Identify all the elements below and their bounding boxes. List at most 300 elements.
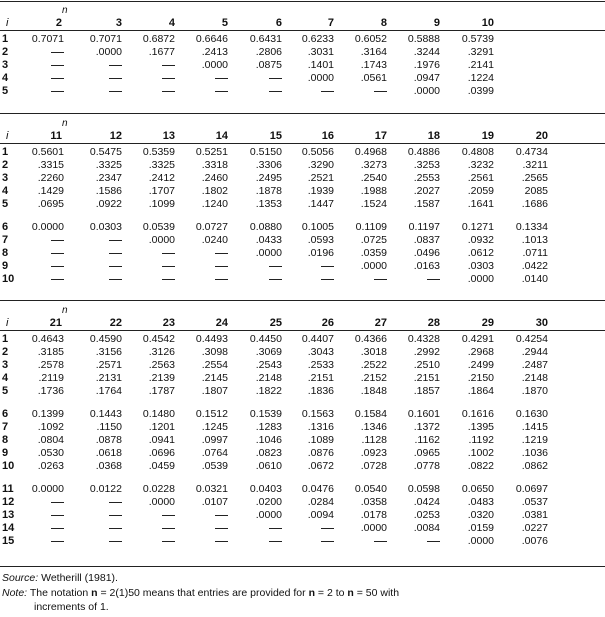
table-cell: .1864 xyxy=(467,385,494,397)
empty-cell-dash xyxy=(131,85,175,97)
table-cell: .2565 xyxy=(521,172,548,184)
table-cell: .1150 xyxy=(96,421,122,433)
table-cell: .2495 xyxy=(255,172,282,184)
dash-mark xyxy=(215,253,228,254)
dash-mark xyxy=(215,91,228,92)
table-cell: .3185 xyxy=(37,346,64,358)
dash-mark xyxy=(51,240,64,241)
dash-mark xyxy=(427,279,440,280)
table-cell: .0878 xyxy=(95,434,122,446)
table-cell: .1240 xyxy=(201,198,228,210)
dash-mark xyxy=(374,541,387,542)
note-bold-n: n xyxy=(308,587,315,599)
row-label-i-3: 3 xyxy=(2,59,9,71)
row-label-i-7: 7 xyxy=(2,421,9,433)
table-cell: 0.0539 xyxy=(142,221,175,233)
table-cell: .1245 xyxy=(201,421,228,433)
empty-cell-dash xyxy=(78,260,122,272)
table-cell: .1447 xyxy=(307,198,334,210)
column-header-n-3: 3 xyxy=(115,17,122,29)
table-cell: .1224 xyxy=(467,72,494,84)
row-label-i-5: 5 xyxy=(2,85,9,97)
table-cell: .3273 xyxy=(360,159,387,171)
dash-mark xyxy=(162,65,175,66)
table-cell: 0.5739 xyxy=(461,33,494,45)
table-cell: .0196 xyxy=(307,247,334,259)
table-cell: .0672 xyxy=(307,460,334,472)
table-cell: .0612 xyxy=(467,247,494,259)
block-separator-rule xyxy=(0,300,605,301)
table-cell: .1743 xyxy=(360,59,387,71)
dash-mark xyxy=(51,528,64,529)
empty-cell-dash xyxy=(78,496,122,508)
column-header-n-17: 17 xyxy=(374,130,387,142)
table-cell: 0.0598 xyxy=(407,483,440,495)
dash-mark xyxy=(162,253,175,254)
empty-cell-dash xyxy=(184,522,228,534)
row-label-i-10: 10 xyxy=(2,273,15,285)
table-cell: .0804 xyxy=(37,434,64,446)
table-cell: .1353 xyxy=(255,198,282,210)
dash-mark xyxy=(51,253,64,254)
empty-cell-dash xyxy=(20,260,64,272)
table-cell: .2522 xyxy=(360,359,387,371)
table-cell: .0561 xyxy=(360,72,387,84)
row-label-i-9: 9 xyxy=(2,260,9,272)
table-cell: 0.5359 xyxy=(142,146,175,158)
table-cell: .2992 xyxy=(413,346,440,358)
table-cell: .0240 xyxy=(201,234,228,246)
table-cell: 0.5251 xyxy=(195,146,228,158)
column-header-n-15: 15 xyxy=(269,130,282,142)
dash-mark xyxy=(215,279,228,280)
table-cell: 0.4734 xyxy=(515,146,548,158)
table-cell: 0.4407 xyxy=(301,333,334,345)
table-cell: .3315 xyxy=(37,159,64,171)
dash-mark xyxy=(109,279,122,280)
table-cell: .2145 xyxy=(201,372,228,384)
row-label-i-5: 5 xyxy=(2,198,9,210)
table-cell: .0725 xyxy=(360,234,387,246)
table-cell: .0422 xyxy=(521,260,548,272)
table-cell: .1988 xyxy=(360,185,387,197)
dash-mark xyxy=(374,91,387,92)
empty-cell-dash xyxy=(396,273,440,285)
table-cell: .3306 xyxy=(255,159,282,171)
table-cell: .2578 xyxy=(37,359,64,371)
empty-cell-dash xyxy=(131,260,175,272)
table-cell: 0.0880 xyxy=(249,221,282,233)
row-label-i-8: 8 xyxy=(2,247,9,259)
dash-mark xyxy=(51,515,64,516)
table-cell: 0.4493 xyxy=(195,333,228,345)
table-cell: .0163 xyxy=(413,260,440,272)
dash-mark xyxy=(109,65,122,66)
table-cell: .1524 xyxy=(360,198,387,210)
column-header-n-18: 18 xyxy=(427,130,440,142)
empty-cell-dash xyxy=(184,247,228,259)
table-cell: .3291 xyxy=(467,46,494,58)
table-cell: .0000 xyxy=(307,72,334,84)
table-cell: 0.4366 xyxy=(354,333,387,345)
dash-mark xyxy=(269,541,282,542)
empty-cell-dash xyxy=(184,85,228,97)
dash-mark xyxy=(109,91,122,92)
table-cell: .3126 xyxy=(148,346,175,358)
empty-cell-dash xyxy=(184,260,228,272)
empty-cell-dash xyxy=(78,72,122,84)
table-cell: .0000 xyxy=(360,260,387,272)
row-label-i-6: 6 xyxy=(2,221,9,233)
row-label-i-4: 4 xyxy=(2,372,9,384)
table-cell: .2260 xyxy=(37,172,64,184)
table-cell: 0.0000 xyxy=(31,221,64,233)
table-cell: .2521 xyxy=(307,172,334,184)
empty-cell-dash xyxy=(238,260,282,272)
empty-cell-dash xyxy=(238,72,282,84)
table-cell: 0.6431 xyxy=(249,33,282,45)
table-cell: .0496 xyxy=(413,247,440,259)
dash-mark xyxy=(51,91,64,92)
table-cell: .1401 xyxy=(307,59,334,71)
dash-mark xyxy=(162,266,175,267)
empty-cell-dash xyxy=(20,273,64,285)
table-cell: .2543 xyxy=(255,359,282,371)
column-header-n-11: 11 xyxy=(50,130,62,142)
table-cell: .1192 xyxy=(468,434,494,446)
row-label-i-4: 4 xyxy=(2,185,9,197)
n-label: n xyxy=(62,118,68,129)
note-text: = 50 with xyxy=(353,587,400,599)
table-cell: 0.1005 xyxy=(301,221,334,233)
table-cell: .1089 xyxy=(307,434,334,446)
table-cell: 0.0303 xyxy=(89,221,122,233)
table-cell: 0.4254 xyxy=(515,333,548,345)
table-cell: .3164 xyxy=(360,46,387,58)
table-bottom-rule xyxy=(0,566,605,567)
empty-cell-dash xyxy=(131,522,175,534)
table-cell: .0159 xyxy=(467,522,494,534)
table-cell: 0.1271 xyxy=(461,221,494,233)
dash-mark xyxy=(109,502,122,503)
column-header-n-22: 22 xyxy=(109,317,122,329)
table-cell: .2553 xyxy=(413,172,440,184)
dash-mark xyxy=(321,91,334,92)
dash-mark xyxy=(51,52,64,53)
empty-cell-dash xyxy=(131,247,175,259)
table-cell: 0.4808 xyxy=(461,146,494,158)
table-cell: .1201 xyxy=(148,421,175,433)
column-header-n-16: 16 xyxy=(321,130,334,142)
row-label-i-12: 12 xyxy=(2,496,15,508)
column-header-n-8: 8 xyxy=(380,17,387,29)
dash-mark xyxy=(321,541,334,542)
table-cell: 0.6646 xyxy=(195,33,228,45)
table-cell: 0.1563 xyxy=(301,408,334,420)
table-cell: 0.0000 xyxy=(31,483,64,495)
note-text: = 2(1)50 means that entries are provided for xyxy=(97,587,309,599)
empty-cell-dash xyxy=(78,85,122,97)
source-label: Source: xyxy=(2,572,39,584)
dash-mark xyxy=(215,528,228,529)
table-cell: 0.0403 xyxy=(249,483,282,495)
table-cell: 0.5888 xyxy=(407,33,440,45)
dash-mark xyxy=(109,78,122,79)
empty-cell-dash xyxy=(238,535,282,547)
table-cell: .0875 xyxy=(255,59,282,71)
dash-mark xyxy=(109,253,122,254)
dash-mark xyxy=(321,266,334,267)
i-label: i xyxy=(6,17,9,29)
dash-mark xyxy=(269,266,282,267)
table-cell: .0728 xyxy=(360,460,387,472)
table-cell: .1802 xyxy=(201,185,228,197)
dash-mark xyxy=(215,541,228,542)
table-cell: .1857 xyxy=(413,385,440,397)
empty-cell-dash xyxy=(396,535,440,547)
dash-mark xyxy=(109,541,122,542)
table-cell: .3325 xyxy=(95,159,122,171)
table-cell: .3043 xyxy=(307,346,334,358)
empty-cell-dash xyxy=(20,522,64,534)
empty-cell-dash xyxy=(78,535,122,547)
dash-mark xyxy=(109,240,122,241)
table-cell: .0537 xyxy=(521,496,548,508)
table-cell: .1013 xyxy=(521,234,548,246)
table-cell: .3244 xyxy=(413,46,440,58)
table-cell: .1736 xyxy=(37,385,64,397)
empty-cell-dash xyxy=(20,509,64,521)
table-cell: .1707 xyxy=(148,185,175,197)
table-cell: .0922 xyxy=(95,198,122,210)
table-cell: .0932 xyxy=(467,234,494,246)
column-header-n-4: 4 xyxy=(168,17,175,29)
empty-cell-dash xyxy=(343,535,387,547)
table-cell: .2148 xyxy=(521,372,548,384)
note-bold-n: n xyxy=(347,587,354,599)
table-cell: .0822 xyxy=(467,460,494,472)
column-header-n-2: 2 xyxy=(55,17,62,29)
table-cell: .1787 xyxy=(148,385,175,397)
table-cell: .0000 xyxy=(467,535,494,547)
table-cell: .2533 xyxy=(307,359,334,371)
table-cell: .1002 xyxy=(467,447,494,459)
empty-cell-dash xyxy=(131,273,175,285)
table-cell: .0997 xyxy=(201,434,228,446)
column-header-n-23: 23 xyxy=(162,317,175,329)
i-label: i xyxy=(6,130,9,142)
table-cell: .2460 xyxy=(201,172,228,184)
table-cell: 0.1480 xyxy=(142,408,175,420)
empty-cell-dash xyxy=(20,46,64,58)
row-label-i-10: 10 xyxy=(2,460,15,472)
table-cell: 0.1334 xyxy=(515,221,548,233)
column-header-n-19: 19 xyxy=(481,130,494,142)
table-cell: .0076 xyxy=(521,535,548,547)
table-cell: .2347 xyxy=(95,172,122,184)
table-cell: .2059 xyxy=(467,185,494,197)
table-cell: .1586 xyxy=(95,185,122,197)
table-cell: .3018 xyxy=(360,346,387,358)
dash-mark xyxy=(374,279,387,280)
table-cell: .2412 xyxy=(148,172,175,184)
block-separator-rule xyxy=(0,113,605,114)
table-cell: .3031 xyxy=(307,46,334,58)
empty-cell-dash xyxy=(238,85,282,97)
column-header-n-12: 12 xyxy=(109,130,122,142)
table-cell: 0.1584 xyxy=(354,408,387,420)
table-cell: .1641 xyxy=(467,198,494,210)
empty-cell-dash xyxy=(20,247,64,259)
table-cell: .0320 xyxy=(467,509,494,521)
table-cell: 0.1630 xyxy=(515,408,548,420)
column-header-n-25: 25 xyxy=(269,317,282,329)
table-cell: .0000 xyxy=(148,234,175,246)
table-cell: .3290 xyxy=(307,159,334,171)
empty-cell-dash xyxy=(184,273,228,285)
empty-cell-dash xyxy=(78,234,122,246)
table-cell: .0696 xyxy=(148,447,175,459)
table-cell: .2141 xyxy=(467,59,494,71)
i-label: i xyxy=(6,317,9,329)
table-cell: .1822 xyxy=(255,385,282,397)
empty-cell-dash xyxy=(20,496,64,508)
column-header-n-6: 6 xyxy=(275,17,282,29)
table-cell: .1686 xyxy=(521,198,548,210)
table-cell: .0200 xyxy=(255,496,282,508)
table-cell: .1372 xyxy=(413,421,440,433)
row-label-i-2: 2 xyxy=(2,159,9,171)
table-cell: 0.1539 xyxy=(249,408,282,420)
table-cell: 0.1512 xyxy=(195,408,228,420)
table-cell: .0837 xyxy=(413,234,440,246)
empty-cell-dash xyxy=(184,535,228,547)
table-cell: .1878 xyxy=(255,185,282,197)
table-cell: .3253 xyxy=(413,159,440,171)
dash-mark xyxy=(321,528,334,529)
table-cell: .1346 xyxy=(360,421,387,433)
column-header-n-27: 27 xyxy=(374,317,387,329)
table-cell: 0.6872 xyxy=(142,33,175,45)
table-cell: .0823 xyxy=(255,447,282,459)
table-cell: .0140 xyxy=(521,273,548,285)
dash-mark xyxy=(269,78,282,79)
table-cell: .0399 xyxy=(467,85,494,97)
empty-cell-dash xyxy=(78,59,122,71)
dash-mark xyxy=(162,91,175,92)
column-header-n-10: 10 xyxy=(481,17,494,29)
table-cell: .2510 xyxy=(413,359,440,371)
table-note-line-2: increments of 1. xyxy=(34,601,109,613)
table-cell: .1036 xyxy=(521,447,548,459)
table-cell: .0923 xyxy=(360,447,387,459)
dash-mark xyxy=(51,78,64,79)
column-header-n-28: 28 xyxy=(427,317,440,329)
column-header-n-29: 29 xyxy=(481,317,494,329)
table-cell: 0.6233 xyxy=(301,33,334,45)
table-cell: .1764 xyxy=(95,385,122,397)
dash-mark xyxy=(109,266,122,267)
note-bold-n: n xyxy=(91,587,98,599)
header-underline-rule xyxy=(0,143,605,144)
table-cell: .0263 xyxy=(37,460,64,472)
empty-cell-dash xyxy=(343,273,387,285)
row-label-i-5: 5 xyxy=(2,385,9,397)
table-cell: .1046 xyxy=(255,434,282,446)
table-cell: 0.4450 xyxy=(249,333,282,345)
empty-cell-dash xyxy=(20,535,64,547)
dash-mark xyxy=(51,65,64,66)
table-cell: 0.0727 xyxy=(195,221,228,233)
row-label-i-15: 15 xyxy=(2,535,15,547)
table-cell: .1219 xyxy=(521,434,548,446)
table-cell: 0.0650 xyxy=(461,483,494,495)
dash-mark xyxy=(51,266,64,267)
table-cell: 0.1197 xyxy=(408,221,440,233)
note-text: The notation xyxy=(27,587,92,599)
table-cell: .0483 xyxy=(467,496,494,508)
table-cell: .1128 xyxy=(361,434,387,446)
table-cell: 0.0697 xyxy=(515,483,548,495)
table-cell: .0227 xyxy=(521,522,548,534)
row-label-i-8: 8 xyxy=(2,434,9,446)
table-cell: 0.0476 xyxy=(301,483,334,495)
empty-cell-dash xyxy=(131,72,175,84)
table-cell: .2540 xyxy=(360,172,387,184)
table-cell: .1429 xyxy=(37,185,64,197)
table-cell: .2499 xyxy=(467,359,494,371)
table-cell: .0000 xyxy=(148,496,175,508)
table-cell: .2561 xyxy=(467,172,494,184)
n-label: n xyxy=(62,5,68,16)
note-text: = 2 to xyxy=(314,587,348,599)
table-cell: .0862 xyxy=(521,460,548,472)
table-cell: .0000 xyxy=(467,273,494,285)
source-text: Wetherill (1981). xyxy=(38,572,118,584)
table-cell: .3098 xyxy=(201,346,228,358)
empty-cell-dash xyxy=(290,273,334,285)
dash-mark xyxy=(109,528,122,529)
table-cell: 0.1399 xyxy=(31,408,64,420)
table-cell: 0.4968 xyxy=(354,146,387,158)
column-header-n-9: 9 xyxy=(433,17,440,29)
table-cell: 0.4328 xyxy=(407,333,440,345)
dash-mark xyxy=(162,541,175,542)
table-cell: .1587 xyxy=(413,198,440,210)
empty-cell-dash xyxy=(131,59,175,71)
dash-mark xyxy=(215,78,228,79)
table-cell: .0303 xyxy=(467,260,494,272)
row-label-i-4: 4 xyxy=(2,72,9,84)
table-cell: .0178 xyxy=(360,509,387,521)
table-top-rule xyxy=(0,1,605,2)
table-cell: .0711 xyxy=(522,247,548,259)
empty-cell-dash xyxy=(78,247,122,259)
table-cell: .1316 xyxy=(307,421,334,433)
empty-cell-dash xyxy=(131,509,175,521)
empty-cell-dash xyxy=(131,535,175,547)
table-cell: .0695 xyxy=(37,198,64,210)
table-cell: .0094 xyxy=(307,509,334,521)
table-cell: .3069 xyxy=(255,346,282,358)
table-cell: .1099 xyxy=(148,198,175,210)
table-cell: .0000 xyxy=(255,247,282,259)
table-cell: .2944 xyxy=(521,346,548,358)
table-cell: .0000 xyxy=(360,522,387,534)
table-cell: 0.4291 xyxy=(461,333,494,345)
empty-cell-dash xyxy=(78,273,122,285)
table-cell: 0.4643 xyxy=(31,333,64,345)
